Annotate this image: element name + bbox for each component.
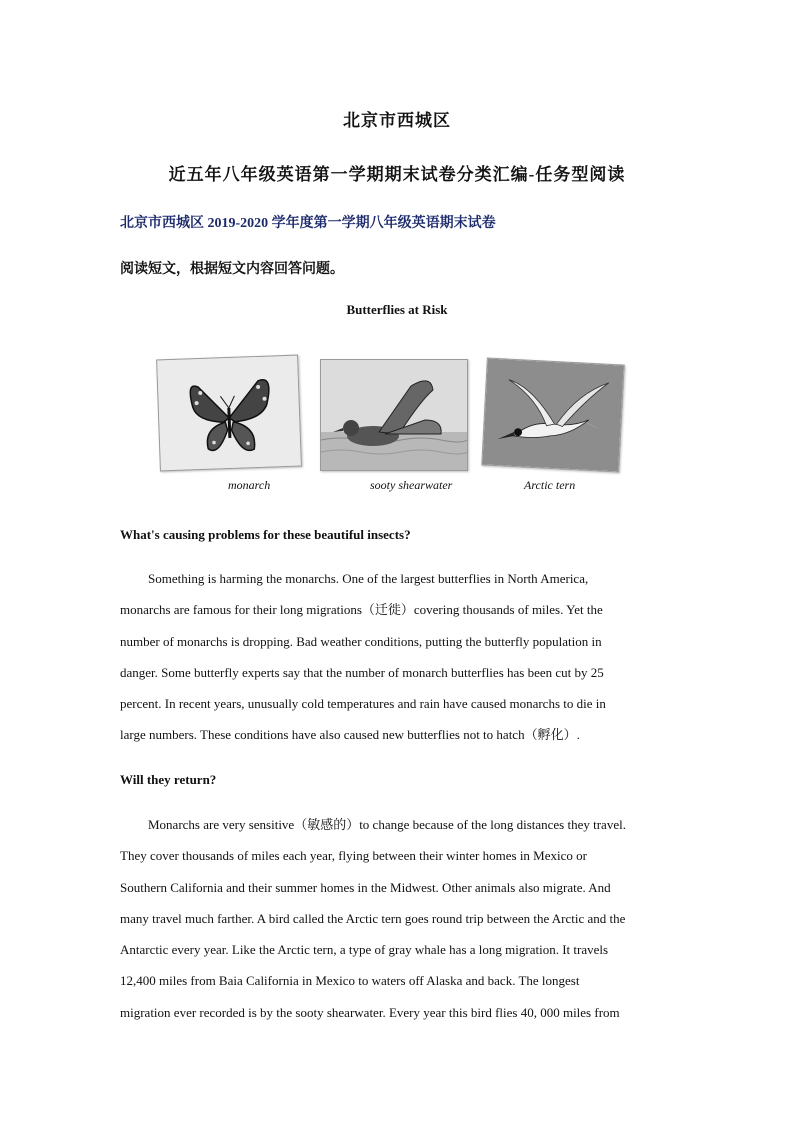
document-title-line2: 近五年八年级英语第一学期期末试卷分类汇编-任务型阅读 [168, 165, 626, 184]
document-title-line1: 北京市西城区 [343, 111, 451, 130]
question-heading-1: What's causing problems for these beautiful insects? [120, 527, 411, 542]
paragraph-line: migration ever recorded is by the sooty shearwater. Every year this bird flies 40, 000 miles from [120, 1004, 620, 1020]
paragraph-1 [120, 563, 675, 751]
figure-caption-sooty-shearwater: sooty shearwater [370, 478, 453, 492]
monarch-butterfly-icon [157, 356, 301, 471]
sooty-shearwater-photo [320, 359, 468, 471]
question-heading-2: Will they return? [120, 772, 217, 787]
paragraph-line: large numbers. These conditions have also caused new butterflies not to hatch（孵化）. [120, 727, 580, 743]
exam-section-title: 北京市西城区 2019-2020 学年度第一学期八年级英语期末试卷 [120, 216, 496, 231]
paragraph-line: many travel much farther. A bird called the Arctic tern goes round trip between the Arctic and the [120, 910, 626, 926]
paragraph-line: Something is harming the monarchs. One of the largest butterflies in North America, [148, 571, 589, 586]
paragraph-2 [120, 809, 675, 1028]
monarch-photo [156, 355, 302, 472]
article-figure [120, 345, 670, 495]
article-title: Butterflies at Risk [346, 302, 448, 317]
paragraph-line: They cover thousands of miles each year, flying between their winter homes in Mexico or [120, 848, 587, 864]
paragraph-line: number of monarchs is dropping. Bad weather conditions, putting the butterfly population in [120, 633, 602, 649]
shearwater-bird-icon [321, 360, 467, 470]
paragraph-line: Southern California and their summer homes in the Midwest. Other animals also migrate. And [120, 879, 611, 895]
paragraph-line: 12,400 miles from Baia California in Mexico to waters off Alaska and back. The longest [120, 973, 580, 989]
reading-instruction: 阅读短文，根据短文内容回答问题。 [120, 262, 344, 277]
paragraph-line: percent. In recent years, unusually cold temperatures and rain have caused monarchs to die in [120, 696, 606, 712]
paragraph-line: monarchs are famous for their long migrations（迁徙）covering thousands of miles. Yet the [120, 602, 603, 618]
paragraph-line: danger. Some butterfly experts say that the number of monarch butterflies has been cut by 25 [120, 664, 604, 680]
paragraph-line: Monarchs are very sensitive（敏感的）to change because of the long distances they travel. [148, 817, 626, 832]
figure-caption-monarch: monarch [228, 478, 271, 492]
figure-caption-arctic-tern: Arctic tern [524, 478, 576, 492]
arctic-tern-photo [481, 357, 624, 472]
paragraph-line: Antarctic every year. Like the Arctic tern, a type of gray whale has a long migration. It travels [120, 942, 609, 958]
tern-bird-icon [482, 359, 623, 472]
